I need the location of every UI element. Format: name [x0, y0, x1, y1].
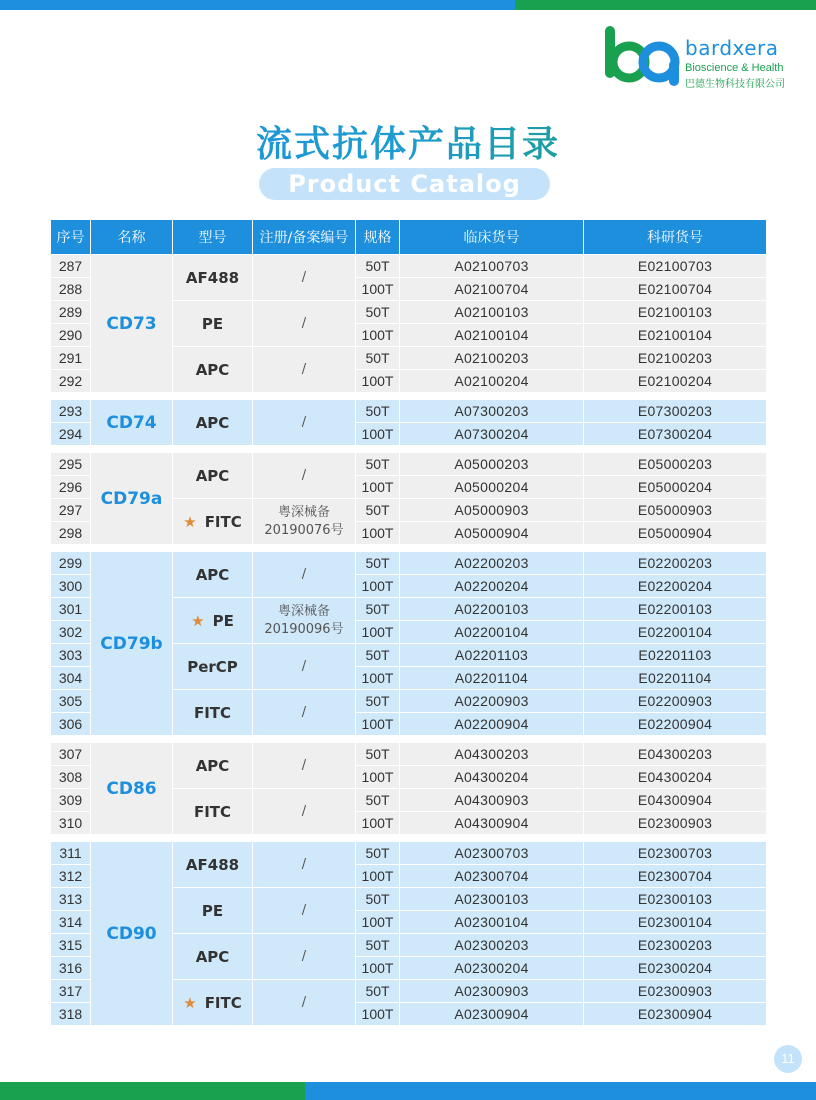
spec: 50T	[356, 888, 400, 911]
clinical-code: A02300203	[400, 934, 584, 957]
registration-number: /	[253, 934, 356, 980]
spec: 50T	[356, 347, 400, 370]
group-separator	[51, 835, 767, 842]
clinical-code: A02300104	[400, 911, 584, 934]
product-type-label: PerCP	[187, 657, 238, 676]
group-separator	[51, 545, 767, 552]
spec: 50T	[356, 690, 400, 713]
product-name: CD79a	[91, 453, 173, 545]
research-code: E02300903	[584, 812, 767, 835]
research-code: E02300204	[584, 957, 767, 980]
spec: 100T	[356, 522, 400, 545]
research-code: E02200903	[584, 690, 767, 713]
research-code: E05000903	[584, 499, 767, 522]
product-type-label: APC	[195, 565, 230, 584]
spec: 100T	[356, 324, 400, 347]
table-body	[51, 255, 767, 1026]
bottom-bar-blue	[305, 1082, 816, 1100]
product-name: CD90	[91, 842, 173, 1026]
header-registration: 注册/备案编号	[253, 220, 356, 255]
row-number: 309	[51, 789, 91, 812]
spec: 50T	[356, 789, 400, 812]
product-type-label: AF488	[185, 855, 240, 874]
product-name: CD86	[91, 743, 173, 835]
product-type-label: FITC	[193, 703, 232, 722]
research-code: E02100703	[584, 255, 767, 278]
research-code: E02300904	[584, 1003, 767, 1026]
page-title-en: Product Catalog	[259, 168, 550, 200]
clinical-code: A05000904	[400, 522, 584, 545]
row-number: 307	[51, 743, 91, 766]
research-code: E02100104	[584, 324, 767, 347]
clinical-code: A02201103	[400, 644, 584, 667]
registration-number: 粤深械备 20190076号	[253, 499, 356, 545]
product-type-label: FITC	[204, 993, 242, 1012]
research-code: E02201104	[584, 667, 767, 690]
group-separator	[51, 736, 767, 743]
row-number: 289	[51, 301, 91, 324]
row-number: 317	[51, 980, 91, 1003]
row-number: 305	[51, 690, 91, 713]
row-number: 302	[51, 621, 91, 644]
clinical-code: A02300903	[400, 980, 584, 1003]
registration-number: /	[253, 255, 356, 301]
product-name: CD74	[91, 400, 173, 446]
clinical-code: A04300204	[400, 766, 584, 789]
registration-number: /	[253, 644, 356, 690]
spec: 100T	[356, 911, 400, 934]
product-type	[173, 499, 253, 545]
research-code: E04300204	[584, 766, 767, 789]
product-type	[173, 552, 253, 598]
product-type	[173, 842, 253, 888]
spec: 50T	[356, 842, 400, 865]
bottom-bar-green	[0, 1082, 305, 1100]
research-code: E05000204	[584, 476, 767, 499]
clinical-code: A02100704	[400, 278, 584, 301]
research-code: E04300904	[584, 789, 767, 812]
brand-subtitle: Bioscience & Health	[685, 62, 784, 74]
header-no: 序号	[51, 220, 91, 255]
row-number: 298	[51, 522, 91, 545]
catalog-table	[50, 220, 767, 1026]
clinical-code: A05000203	[400, 453, 584, 476]
research-code: E02300703	[584, 842, 767, 865]
row-number: 314	[51, 911, 91, 934]
clinical-code: A02201104	[400, 667, 584, 690]
spec: 100T	[356, 476, 400, 499]
product-name: CD79b	[91, 552, 173, 736]
product-type	[173, 347, 253, 393]
clinical-code: A07300203	[400, 400, 584, 423]
spec: 100T	[356, 423, 400, 446]
product-type-label: APC	[195, 466, 230, 485]
separator-cell	[51, 736, 767, 743]
research-code: E02200103	[584, 598, 767, 621]
research-code: E05000203	[584, 453, 767, 476]
table-row	[51, 743, 767, 766]
clinical-code: A02100203	[400, 347, 584, 370]
row-number: 313	[51, 888, 91, 911]
clinical-code: A02300703	[400, 842, 584, 865]
brand-chinese-name: 巴德生物科技有限公司	[685, 79, 785, 90]
research-code: E02201103	[584, 644, 767, 667]
product-type	[173, 301, 253, 347]
top-bar-green	[515, 0, 816, 10]
registration-number: /	[253, 453, 356, 499]
spec: 100T	[356, 621, 400, 644]
spec: 50T	[356, 499, 400, 522]
spec: 100T	[356, 370, 400, 393]
spec: 50T	[356, 301, 400, 324]
row-number: 295	[51, 453, 91, 476]
registration-number: 粤深械备 20190096号	[253, 598, 356, 644]
spec: 50T	[356, 934, 400, 957]
product-type-label: FITC	[204, 512, 242, 531]
registration-number: /	[253, 347, 356, 393]
separator-cell	[51, 835, 767, 842]
spec: 100T	[356, 812, 400, 835]
research-code: E02200104	[584, 621, 767, 644]
research-code: E02200904	[584, 713, 767, 736]
product-type	[173, 980, 253, 1026]
spec: 50T	[356, 400, 400, 423]
brand-mark-icon	[603, 24, 681, 88]
page-title-cn: 流式抗体产品目录	[0, 116, 816, 167]
spec: 100T	[356, 1003, 400, 1026]
top-bar-blue	[0, 0, 515, 10]
spec: 100T	[356, 957, 400, 980]
product-type	[173, 598, 253, 644]
research-code: E02200204	[584, 575, 767, 598]
spec: 50T	[356, 743, 400, 766]
research-code: E02300203	[584, 934, 767, 957]
header-name: 名称	[91, 220, 173, 255]
clinical-code: A02200103	[400, 598, 584, 621]
registration-number: /	[253, 789, 356, 835]
research-code: E02300704	[584, 865, 767, 888]
product-type	[173, 934, 253, 980]
research-code: E05000904	[584, 522, 767, 545]
separator-cell	[51, 545, 767, 552]
product-type-label: PE	[201, 314, 224, 333]
registration-number: /	[253, 743, 356, 789]
table-row	[51, 255, 767, 278]
product-type-label: AF488	[185, 268, 240, 287]
clinical-code: A02200203	[400, 552, 584, 575]
registration-number: /	[253, 400, 356, 446]
research-code: E02300103	[584, 888, 767, 911]
product-type	[173, 400, 253, 446]
clinical-code: A04300203	[400, 743, 584, 766]
row-number: 294	[51, 423, 91, 446]
product-type	[173, 255, 253, 301]
research-code: E02300903	[584, 980, 767, 1003]
group-separator	[51, 393, 767, 400]
clinical-code: A05000903	[400, 499, 584, 522]
spec: 100T	[356, 575, 400, 598]
row-number: 293	[51, 400, 91, 423]
header-clinical-code: 临床货号	[400, 220, 584, 255]
product-type	[173, 743, 253, 789]
clinical-code: A04300904	[400, 812, 584, 835]
spec: 50T	[356, 552, 400, 575]
row-number: 304	[51, 667, 91, 690]
star-icon: ★	[191, 611, 205, 630]
product-type-label: FITC	[193, 802, 232, 821]
brand-name: bardxera	[685, 36, 779, 60]
spec: 100T	[356, 278, 400, 301]
clinical-code: A02200204	[400, 575, 584, 598]
research-code: E02100204	[584, 370, 767, 393]
table-row	[51, 552, 767, 575]
research-code: E02100203	[584, 347, 767, 370]
clinical-code: A02300103	[400, 888, 584, 911]
clinical-code: A02100703	[400, 255, 584, 278]
clinical-code: A02300704	[400, 865, 584, 888]
spec: 50T	[356, 644, 400, 667]
clinical-code: A02100104	[400, 324, 584, 347]
spec: 100T	[356, 667, 400, 690]
clinical-code: A02200903	[400, 690, 584, 713]
clinical-code: A02300204	[400, 957, 584, 980]
clinical-code: A02200104	[400, 621, 584, 644]
row-number: 296	[51, 476, 91, 499]
table-header-row	[51, 220, 767, 255]
table-row	[51, 453, 767, 476]
catalog-table-container	[50, 220, 766, 1026]
research-code: E02300104	[584, 911, 767, 934]
registration-number: /	[253, 552, 356, 598]
spec: 50T	[356, 980, 400, 1003]
clinical-code: A02200904	[400, 713, 584, 736]
registration-number: /	[253, 842, 356, 888]
product-type-label: APC	[195, 947, 230, 966]
clinical-code: A02100204	[400, 370, 584, 393]
row-number: 315	[51, 934, 91, 957]
clinical-code: A05000204	[400, 476, 584, 499]
product-type	[173, 453, 253, 499]
row-number: 312	[51, 865, 91, 888]
research-code: E04300203	[584, 743, 767, 766]
product-type	[173, 789, 253, 835]
spec: 50T	[356, 255, 400, 278]
separator-cell	[51, 393, 767, 400]
product-type	[173, 888, 253, 934]
row-number: 316	[51, 957, 91, 980]
product-type-label: PE	[212, 611, 234, 630]
product-type	[173, 644, 253, 690]
header-type: 型号	[173, 220, 253, 255]
clinical-code: A02300904	[400, 1003, 584, 1026]
row-number: 306	[51, 713, 91, 736]
row-number: 318	[51, 1003, 91, 1026]
research-code: E07300203	[584, 400, 767, 423]
row-number: 287	[51, 255, 91, 278]
spec: 100T	[356, 865, 400, 888]
product-type-label: APC	[195, 413, 230, 432]
page-number: 11	[774, 1045, 802, 1073]
separator-cell	[51, 446, 767, 453]
row-number: 290	[51, 324, 91, 347]
registration-number: /	[253, 888, 356, 934]
header-spec: 规格	[356, 220, 400, 255]
spec: 50T	[356, 598, 400, 621]
row-number: 311	[51, 842, 91, 865]
product-type-label: APC	[195, 360, 230, 379]
row-number: 308	[51, 766, 91, 789]
row-number: 299	[51, 552, 91, 575]
registration-number: /	[253, 690, 356, 736]
product-name: CD73	[91, 255, 173, 393]
group-separator	[51, 446, 767, 453]
row-number: 292	[51, 370, 91, 393]
clinical-code: A04300903	[400, 789, 584, 812]
row-number: 288	[51, 278, 91, 301]
spec: 50T	[356, 453, 400, 476]
row-number: 301	[51, 598, 91, 621]
clinical-code: A07300204	[400, 423, 584, 446]
registration-number: /	[253, 980, 356, 1026]
product-type-label: APC	[195, 756, 230, 775]
table-row	[51, 842, 767, 865]
registration-number: /	[253, 301, 356, 347]
star-icon: ★	[183, 512, 197, 531]
row-number: 300	[51, 575, 91, 598]
spec: 100T	[356, 713, 400, 736]
row-number: 297	[51, 499, 91, 522]
star-icon: ★	[183, 993, 197, 1012]
brand-logo	[603, 24, 793, 88]
research-code: E07300204	[584, 423, 767, 446]
spec: 100T	[356, 766, 400, 789]
research-code: E02200203	[584, 552, 767, 575]
clinical-code: A02100103	[400, 301, 584, 324]
header-research-code: 科研货号	[584, 220, 767, 255]
product-type	[173, 690, 253, 736]
row-number: 310	[51, 812, 91, 835]
product-type-label: PE	[201, 901, 224, 920]
row-number: 303	[51, 644, 91, 667]
research-code: E02100103	[584, 301, 767, 324]
research-code: E02100704	[584, 278, 767, 301]
table-row	[51, 400, 767, 423]
row-number: 291	[51, 347, 91, 370]
